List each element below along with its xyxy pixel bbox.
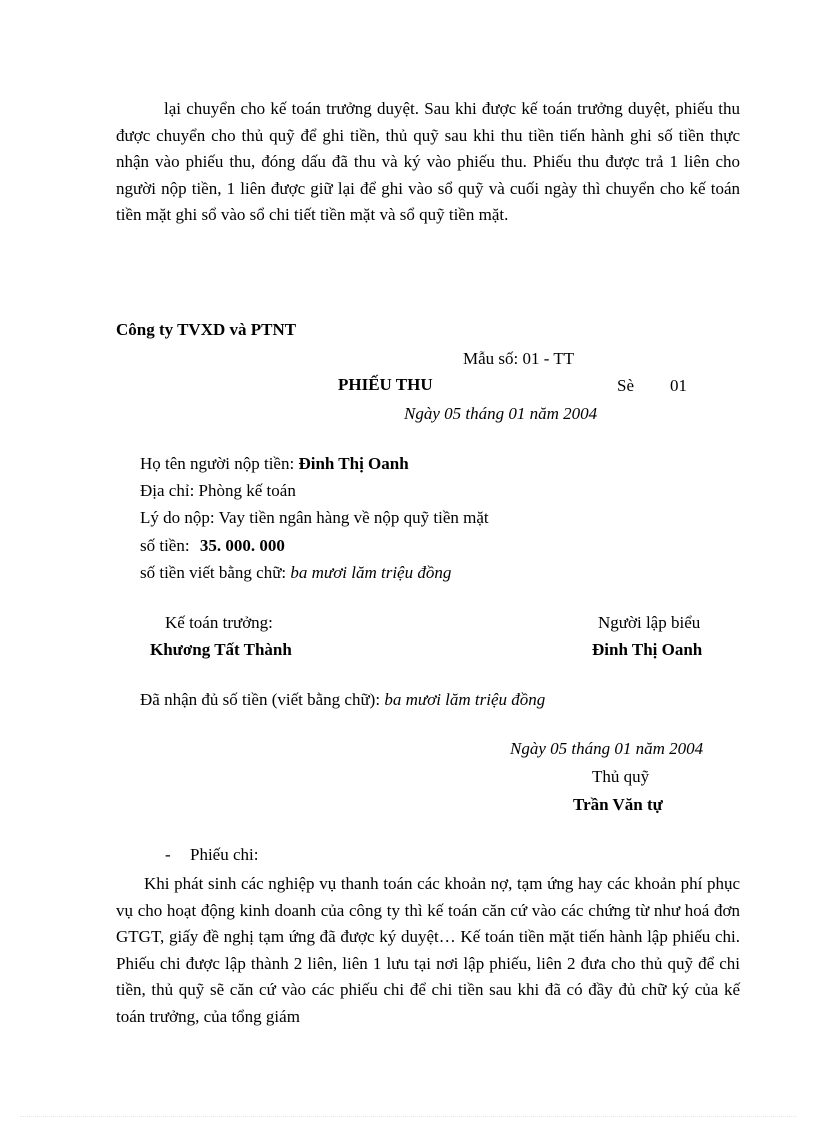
amount-words-row [140,563,451,583]
received-label: Đã nhận đủ số tiền (viết bằng chữ): [140,690,381,709]
preparer-name: Đinh Thị Oanh [592,640,703,659]
received-row [140,690,545,710]
receipt-date: Ngày 05 tháng 01 năm 2004 [404,404,598,423]
payer-name: Đinh Thị Oanh [298,454,409,473]
serial-value: 01 [670,376,687,395]
payer-label: Họ tên người nộp tiền: [140,454,295,473]
preparer-label: Người lập biểu [598,613,701,632]
address-value: Phòng kế toán [198,481,296,500]
receipt-title: PHIẾU THU [338,375,433,394]
chief-accountant-label: Kế toán trưởng: [165,613,273,632]
serial-label: Sè [617,376,634,395]
cashier-name: Trần Văn tự [573,795,663,814]
amount-words-value: ba mươi lăm triệu đồng [290,563,452,582]
payer-row [140,454,409,474]
amount-label: số tiền: [140,536,190,555]
reason-value: Vay tiền ngân hàng về nộp quỹ tiền mặt [218,508,489,527]
form-number: Mẫu số: 01 - TT [463,349,575,368]
amount-value: 35. 000. 000 [199,536,285,555]
received-value: ba mươi lăm triệu đồng [384,690,546,709]
intro-paragraph [116,96,740,229]
amount-row [140,536,285,556]
cashier-label: Thủ quỹ [592,767,650,786]
page-edge-divider [20,1116,796,1117]
section-paragraph [116,871,740,1030]
chief-accountant-name: Khương Tất Thành [150,640,292,659]
section-heading: Phiếu chi: [190,845,259,864]
section-bullet: - [165,845,171,864]
address-label: Địa chỉ: [140,481,195,500]
company-name: Công ty TVXD và PTNT [116,320,297,339]
section-text: Khi phát sinh các nghiệp vụ thanh toán các khoản nợ, tạm ứng hay các khoản phí phục vụ cho hoạt động kinh doanh của công ty thì kế toán căn cứ vào các chứng từ như hoá đơn GTGT, giấy đề nghị tạm ứng đã được ký duyệt… Kế toán tiền mặt tiến hành lập phiếu chi. Phiếu chi được lập thành 2 liên, liên 1 lưu tại nơi lập phiếu, liên 2 đưa cho thủ quỹ để chi tiền, thủ quỹ sẽ căn cứ vào các phiếu chi để chi tiền sau khi đã có đầy đủ chữ ký của kế toán trưởng, của tổng giám [116,874,740,1026]
address-row [140,481,296,501]
reason-label: Lý do nộp: [140,508,215,527]
amount-words-label: số tiền viết bằng chữ: [140,563,287,582]
intro-text: lại chuyển cho kế toán trưởng duyệt. Sau khi được kế toán trưởng duyệt, phiếu thu được chuyển cho thủ quỹ để ghi tiền, thủ quỹ sau khi thu tiền tiến hành ghi số tiền thực nhận vào phiếu thu, đóng dấu đã thu và ký vào phiếu thu. Phiếu thu được trả 1 liên cho người nộp tiền, 1 liên được giữ lại để ghi vào sổ quỹ và cuối ngày thì chuyển cho kế toán tiền mặt ghi sổ vào sổ chi tiết tiền mặt và sổ quỹ tiền mặt. [116,99,740,224]
cashier-date: Ngày 05 tháng 01 năm 2004 [510,739,704,758]
reason-row [140,508,489,528]
